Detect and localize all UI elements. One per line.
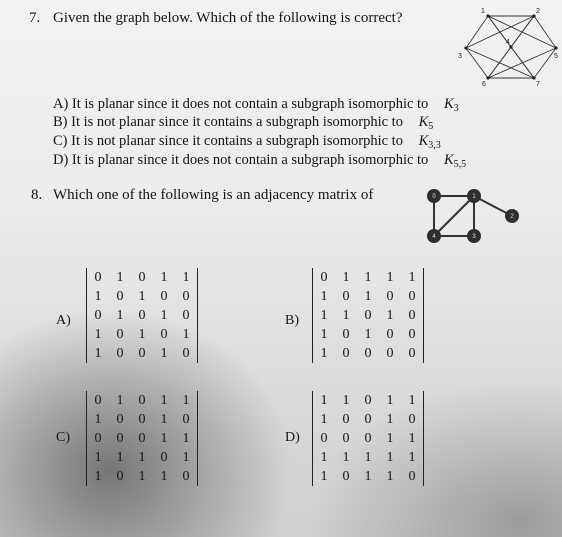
matrix-c-row	[87, 467, 198, 486]
option-c-label[interactable]: C)	[56, 430, 70, 445]
matrix-cell: 1	[160, 468, 168, 484]
matrix-cell: 1	[94, 326, 102, 342]
matrix-cell: 0	[94, 430, 102, 446]
q7-vertex-7	[532, 76, 535, 79]
matrix-cell: 0	[408, 288, 416, 304]
matrix-cell: 0	[408, 411, 416, 427]
matrix-cell: 0	[342, 468, 350, 484]
matrix-cell: 0	[342, 430, 350, 446]
q7-vertex-3	[464, 46, 467, 49]
matrix-b[interactable]	[312, 268, 424, 363]
q7-vertex-label-1: 1	[481, 8, 485, 15]
q7-option-a-text: A) It is planar since it does not contain a subgraph isomorphic to	[53, 96, 429, 112]
matrix-cell: 1	[342, 307, 350, 323]
q7-question: Given the graph below. Which of the following is correct?	[53, 10, 403, 26]
q7-option-b-sub: 5	[428, 121, 434, 132]
matrix-cell: 0	[116, 288, 124, 304]
matrix-cell: 0	[386, 288, 394, 304]
matrix-cell: 0	[138, 430, 146, 446]
matrix-cell: 1	[364, 468, 372, 484]
matrix-cell: 0	[116, 345, 124, 361]
matrix-cell: 0	[408, 307, 416, 323]
q7-option-d-text: D) It is planar since it does not contain a subgraph isomorphic to	[53, 152, 429, 168]
matrix-cell: 1	[408, 392, 416, 408]
matrix-d-row	[313, 448, 424, 467]
matrix-cell: 1	[386, 307, 394, 323]
matrix-cell: 1	[342, 392, 350, 408]
matrix-cell: 1	[408, 449, 416, 465]
matrix-b-row	[313, 325, 424, 344]
matrix-cell: 1	[364, 288, 372, 304]
q7-option-c-text: C) It is not planar since it contains a subgraph isomorphic to	[53, 133, 403, 149]
matrix-cell: 1	[342, 449, 350, 465]
matrix-cell: 1	[386, 449, 394, 465]
matrix-a[interactable]	[86, 268, 198, 363]
q7-vertex-label-2: 2	[536, 8, 540, 15]
matrix-cell: 1	[94, 468, 102, 484]
matrix-cell: 1	[182, 326, 190, 342]
matrix-c-row	[87, 391, 198, 410]
matrix-cell: 1	[320, 288, 328, 304]
matrix-cell: 0	[342, 411, 350, 427]
matrix-cell: 1	[160, 430, 168, 446]
q8-number: 8.	[31, 187, 43, 203]
matrix-cell: 0	[160, 326, 168, 342]
matrix-cell: 1	[342, 269, 350, 285]
q7-number: 7.	[29, 10, 41, 26]
matrix-cell: 0	[408, 345, 416, 361]
q7-vertex-label-7: 7	[536, 81, 540, 88]
matrix-cell: 0	[182, 345, 190, 361]
matrix-cell: 1	[320, 411, 328, 427]
q7-option-a[interactable]	[53, 96, 459, 114]
matrix-c-row	[87, 448, 198, 467]
matrix-cell: 1	[138, 468, 146, 484]
matrix-a-row	[87, 325, 198, 344]
matrix-cell: 1	[408, 430, 416, 446]
matrix-b-row	[313, 287, 424, 306]
matrix-a-row	[87, 287, 198, 306]
option-d-label[interactable]: D)	[285, 430, 300, 445]
matrix-cell: 1	[160, 307, 168, 323]
matrix-cell: 1	[160, 392, 168, 408]
matrix-cell: 1	[94, 449, 102, 465]
matrix-cell: 0	[182, 288, 190, 304]
matrix-cell: 1	[364, 269, 372, 285]
matrix-cell: 0	[182, 411, 190, 427]
q8-question: Which one of the following is an adjacency matrix of	[53, 187, 374, 203]
option-a-label[interactable]: A)	[56, 313, 71, 328]
matrix-cell: 1	[116, 449, 124, 465]
matrix-d-row	[313, 429, 424, 448]
matrix-cell: 0	[182, 468, 190, 484]
matrix-cell: 1	[182, 449, 190, 465]
q7-vertex-label-3: 3	[458, 53, 462, 60]
matrix-cell: 1	[94, 411, 102, 427]
matrix-cell: 0	[364, 430, 372, 446]
matrix-cell: 0	[116, 468, 124, 484]
matrix-cell: 1	[182, 430, 190, 446]
matrix-cell: 0	[94, 269, 102, 285]
matrix-cell: 0	[182, 307, 190, 323]
matrix-cell: 0	[320, 430, 328, 446]
matrix-cell: 1	[182, 269, 190, 285]
q7-vertex-5	[554, 46, 557, 49]
q7-vertex-label-4: 4	[506, 39, 510, 46]
matrix-d-row	[313, 410, 424, 429]
matrix-cell: 0	[364, 411, 372, 427]
matrix-cell: 0	[408, 326, 416, 342]
matrix-c-row	[87, 429, 198, 448]
q8-vertex-label-2: 2	[510, 214, 514, 220]
matrix-cell: 0	[94, 307, 102, 323]
matrix-cell: 0	[116, 411, 124, 427]
matrix-cell: 1	[320, 468, 328, 484]
matrix-cell: 0	[160, 288, 168, 304]
matrix-cell: 1	[160, 411, 168, 427]
matrix-cell: 1	[320, 449, 328, 465]
matrix-c[interactable]	[86, 391, 198, 486]
matrix-cell: 1	[386, 392, 394, 408]
q7-option-b[interactable]	[53, 114, 433, 132]
q7-option-b-text: B) It is not planar since it contains a subgraph isomorphic to	[53, 114, 403, 130]
matrix-cell: 1	[320, 392, 328, 408]
matrix-cell: 1	[138, 326, 146, 342]
matrix-cell: 0	[116, 430, 124, 446]
q7-option-d-sub: 5,5	[453, 159, 467, 170]
matrix-cell: 1	[182, 392, 190, 408]
matrix-cell: 1	[320, 326, 328, 342]
matrix-cell: 1	[386, 468, 394, 484]
matrix-cell: 0	[94, 392, 102, 408]
matrix-a-row	[87, 268, 198, 287]
q7-option-a-k: K	[443, 96, 454, 112]
matrix-cell: 1	[138, 288, 146, 304]
matrix-b-row	[313, 344, 424, 363]
matrix-cell: 0	[364, 392, 372, 408]
matrix-cell: 0	[342, 345, 350, 361]
q7-option-c[interactable]	[53, 133, 441, 151]
matrix-cell: 0	[116, 326, 124, 342]
matrix-cell: 0	[138, 411, 146, 427]
matrix-cell: 1	[94, 288, 102, 304]
matrix-cell: 1	[160, 345, 168, 361]
q8-vertex-label-1: 1	[472, 194, 476, 200]
matrix-cell: 0	[138, 269, 146, 285]
matrix-cell: 1	[386, 269, 394, 285]
q7-option-b-k: K	[418, 114, 429, 130]
matrix-cell: 1	[386, 430, 394, 446]
matrix-cell: 0	[342, 288, 350, 304]
matrix-cell: 0	[342, 326, 350, 342]
matrix-cell: 0	[364, 345, 372, 361]
q7-graph	[448, 4, 560, 88]
matrix-cell: 1	[364, 449, 372, 465]
q7-option-a-sub: 3	[453, 103, 459, 114]
q7-vertex-label-5: 5	[554, 53, 558, 60]
matrix-c-row	[87, 410, 198, 429]
matrix-cell: 0	[386, 345, 394, 361]
matrix-cell: 1	[116, 269, 124, 285]
matrix-d-row	[313, 391, 424, 410]
q7-vertex-label-6: 6	[482, 81, 486, 88]
matrix-cell: 0	[138, 345, 146, 361]
matrix-d[interactable]	[312, 391, 424, 486]
q8-graph	[420, 186, 530, 246]
matrix-cell: 1	[320, 345, 328, 361]
q7-option-c-sub: 3,3	[428, 140, 441, 151]
matrix-a-row	[87, 306, 198, 325]
q7-option-d-k: K	[443, 152, 454, 168]
matrix-cell: 1	[116, 392, 124, 408]
matrix-cell: 1	[138, 449, 146, 465]
q7-vertex-1	[486, 14, 489, 17]
matrix-cell: 0	[408, 468, 416, 484]
matrix-cell: 0	[320, 269, 328, 285]
matrix-cell: 1	[408, 269, 416, 285]
matrix-cell: 0	[138, 307, 146, 323]
matrix-cell: 1	[364, 326, 372, 342]
matrix-cell: 1	[320, 307, 328, 323]
matrix-cell: 1	[94, 345, 102, 361]
matrix-cell: 1	[386, 411, 394, 427]
matrix-cell: 0	[160, 449, 168, 465]
q7-option-c-k: K	[418, 133, 429, 149]
q7-option-d[interactable]	[53, 152, 466, 170]
matrix-cell: 1	[116, 307, 124, 323]
matrix-a-row	[87, 344, 198, 363]
matrix-cell: 0	[138, 392, 146, 408]
matrix-d-row	[313, 467, 424, 486]
q8-vertex-label-0: 0	[432, 194, 436, 200]
matrix-b-row	[313, 268, 424, 287]
matrix-cell: 1	[160, 269, 168, 285]
option-b-label[interactable]: B)	[285, 313, 299, 328]
matrix-cell: 0	[364, 307, 372, 323]
q8-vertex-label-3: 3	[472, 234, 476, 240]
matrix-cell: 0	[386, 326, 394, 342]
matrix-b-row	[313, 306, 424, 325]
q7-vertex-6	[486, 76, 489, 79]
q8-vertex-label-4: 4	[432, 234, 436, 240]
